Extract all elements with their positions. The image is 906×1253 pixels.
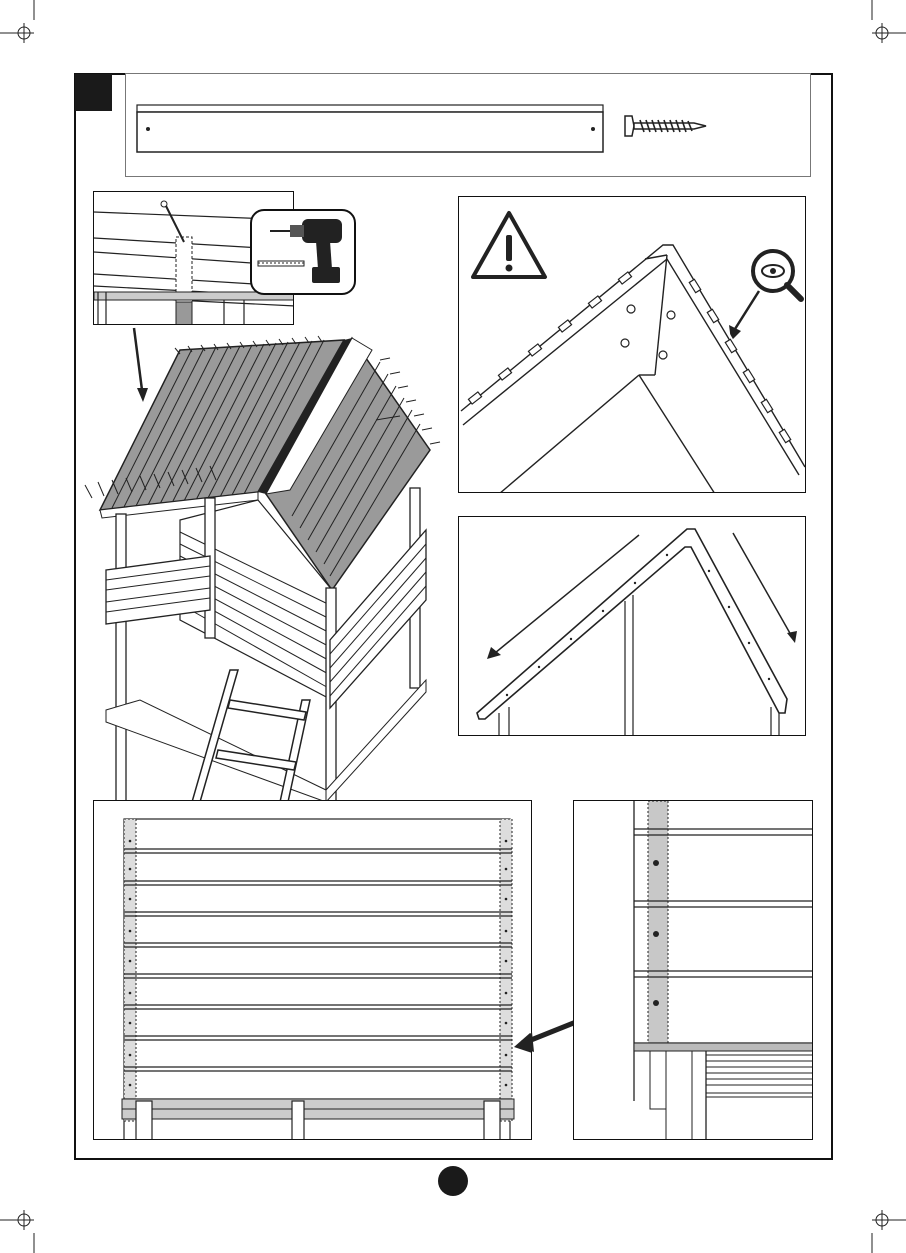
roof-board-part xyxy=(136,104,606,154)
wall-boards-panel xyxy=(93,800,532,1140)
warning-triangle-icon xyxy=(473,213,545,277)
magnifier-eye-icon xyxy=(753,251,801,299)
playhouse-roof-illustration xyxy=(80,320,450,802)
wood-screw-part xyxy=(622,112,710,142)
cordless-drill-icon xyxy=(250,209,356,295)
wall-detail-panel xyxy=(573,800,813,1140)
roof-ridge-warning-panel xyxy=(458,196,806,493)
step-number-badge xyxy=(75,74,112,111)
roof-profile-panel xyxy=(458,516,806,736)
detail-pointer-arrow xyxy=(510,1016,580,1056)
page-number-badge xyxy=(438,1166,468,1196)
